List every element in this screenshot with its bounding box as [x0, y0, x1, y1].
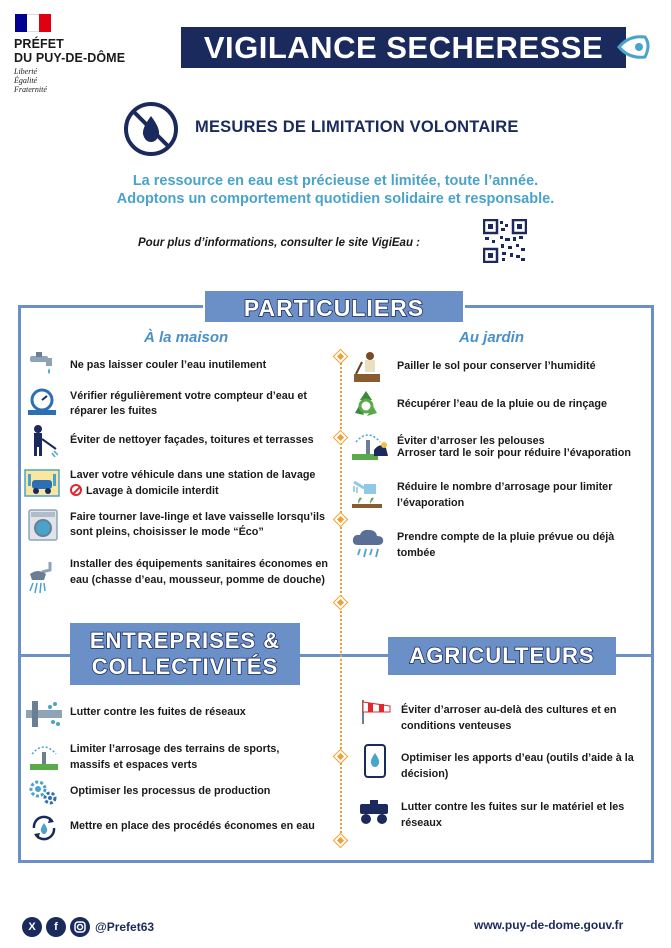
garden-item-text: Récupérer l’eau de la pluie ou de rinçage [397, 398, 608, 410]
gears-icon [28, 778, 58, 806]
home-column-title: À la maison [144, 329, 229, 346]
smartphone-icon [364, 744, 386, 778]
recycle-icon [350, 388, 382, 420]
home-item-text: Ne pas laisser couler l’eau inutilement [70, 359, 267, 371]
home-item-text: Installer des équipements sanitaires économes en eau (chasse d’eau, mousseur, pomme de douche) [70, 558, 329, 586]
shower-head-icon [24, 560, 58, 596]
website-link[interactable]: www.puy-de-dome.gouv.fr [474, 918, 624, 932]
subtitle: MESURES DE LIMITATION VOLONTAIRE [195, 118, 519, 136]
republic-motto: Liberté Égalité Fraternité [14, 67, 47, 94]
entreprise-item-text: Lutter contre les fuites de réseaux [70, 706, 246, 718]
instagram-icon[interactable] [70, 917, 90, 937]
section-divider [18, 654, 70, 657]
water-meter-icon [26, 386, 58, 418]
section-title-agriculteurs: AGRICULTEURS [388, 637, 616, 675]
home-item-text: Faire tourner lave-linge et lave vaisselle lorsqu’ils sont pleins, choisisser le mode “Éco” [70, 511, 326, 538]
x-icon[interactable]: X [22, 917, 42, 937]
faucet-icon [26, 348, 58, 380]
intro-line-1: La ressource en eau est précieuse et limitée, toute l’année. [132, 173, 539, 189]
prefecture-name: PRÉFET DU PUY-DE-DÔME [14, 37, 126, 65]
facebook-icon[interactable]: f [46, 917, 66, 937]
section-title-entreprises: ENTREPRISES & COLLECTIVITÉS [70, 623, 300, 685]
forbidden-note: Lavage à domicile interdit [70, 484, 219, 499]
garden-item-text: Réduire le nombre d’arrosage pour limiter l’évaporation [397, 481, 613, 509]
home-item-text: Laver votre véhicule dans une station de lavage [70, 469, 316, 481]
water-drop-icon [615, 31, 655, 63]
agri-item-text: Éviter d’arroser au-delà des cultures et en conditions venteuses [401, 704, 617, 732]
pressure-washer-icon [26, 423, 58, 457]
home-item-text: Éviter de nettoyer façades, toitures et terrasses [70, 434, 314, 446]
watering-can-icon [350, 478, 384, 510]
agri-item-text: Lutter contre les fuites sur le matériel et les réseaux [401, 801, 625, 829]
intro-line-2: Adoptons un comportement quotidien solidaire et responsable. [116, 191, 555, 207]
home-item-text: Vérifier régulièrement votre compteur d’eau et réparer les fuites [70, 390, 308, 417]
irrigation-machine-icon [356, 800, 392, 826]
no-water-icon [122, 100, 180, 158]
section-divider [616, 654, 654, 657]
windsock-icon [360, 698, 394, 726]
forbidden-icon [70, 484, 82, 496]
qr-code-icon[interactable] [483, 219, 527, 263]
social-handle[interactable]: @Prefet63 [95, 920, 155, 934]
sprinkler-icon [350, 428, 390, 466]
entreprise-item-text: Mettre en place des procédés économes en eau [70, 820, 315, 832]
garden-item-text: Éviter d’arroser les pelouses [397, 435, 545, 447]
entreprise-item-text: Limiter l’arrosage des terrains de sports, massifs et espaces verts [70, 743, 280, 771]
section-title-particuliers: PARTICULIERS [203, 289, 465, 324]
section-divider [300, 654, 388, 657]
prefecture-logo [14, 14, 154, 94]
entreprise-item-text: Optimiser les processus de production [70, 785, 271, 797]
french-flag-icon [15, 14, 51, 32]
garden-item-text: Pailler le sol pour conserver l’humidité [397, 360, 596, 372]
cycle-icon [28, 812, 60, 844]
car-wash-icon [24, 466, 60, 498]
info-text: Pour plus d’informations, consulter le site VigiEau : [138, 237, 421, 249]
gardener-icon [350, 350, 384, 384]
sprinkler-icon [28, 740, 60, 772]
leaking-pipe-icon [24, 697, 64, 731]
rain-cloud-icon [350, 527, 386, 559]
garden-item-text-2: Arroser tard le soir pour réduire l’évaporation [397, 447, 631, 459]
instagram-glyph [70, 917, 90, 937]
garden-column-title: Au jardin [459, 329, 525, 346]
page-title: VIGILANCE SECHERESSE [181, 27, 626, 68]
agri-item-text: Optimiser les apports d’eau (outils d’aide à la décision) [401, 752, 634, 780]
washing-machine-icon [28, 509, 58, 541]
garden-item-text: Prendre compte de la pluie prévue ou déjà tombée [397, 531, 615, 559]
